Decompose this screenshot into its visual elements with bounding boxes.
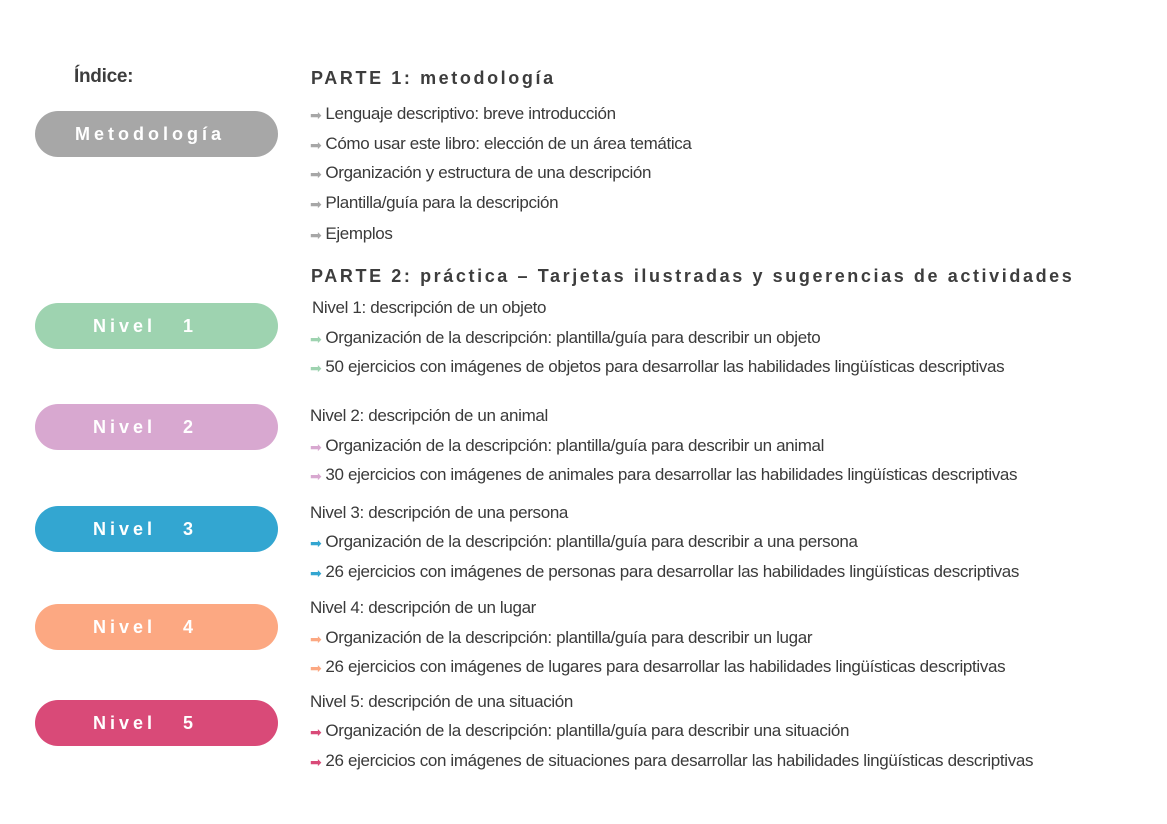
nivel-2-pill[interactable]: [35, 404, 278, 450]
item-text: Organización de la descripción: plantilla/guía para describir un lugar: [325, 628, 813, 647]
level-heading: Nivel 1: descripción de un objeto: [312, 298, 547, 317]
part1-item[interactable]: [310, 134, 692, 154]
arrow-right-icon: ➡: [310, 330, 322, 347]
item-text: Organización de la descripción: plantilla/guía para describir una situación: [325, 721, 850, 740]
arrow-right-icon: ➡: [310, 753, 322, 770]
item-text: 30 ejercicios con imágenes de animales para desarrollar las habilidades lingüísticas descriptivas: [325, 465, 1018, 484]
level-heading: Nivel 2: descripción de un animal: [310, 406, 548, 425]
part1-item[interactable]: [310, 104, 616, 124]
item-text: 50 ejercicios con imágenes de objetos para desarrollar las habilidades lingüísticas descriptivas: [325, 357, 1005, 376]
level-item[interactable]: [310, 628, 812, 648]
level-item[interactable]: [310, 436, 824, 456]
part1-item[interactable]: [310, 224, 393, 244]
pill-label: Nivel 4: [93, 616, 198, 637]
item-text: Cómo usar este libro: elección de un área temática: [325, 134, 692, 153]
arrow-right-icon: ➡: [310, 359, 322, 376]
item-text: Ejemplos: [325, 224, 393, 243]
nivel-4-pill[interactable]: [35, 604, 278, 650]
level-heading: Nivel 5: descripción de una situación: [310, 692, 573, 711]
arrow-right-icon: ➡: [310, 106, 322, 123]
pill-label: Metodología: [75, 123, 225, 144]
item-text: Lenguaje descriptivo: breve introducción: [325, 104, 616, 123]
level-item[interactable]: [310, 465, 1017, 485]
level-item[interactable]: [310, 721, 849, 741]
pill-label: Nivel 5: [93, 712, 198, 733]
item-text: Organización y estructura de una descripción: [325, 163, 652, 182]
nivel-1-pill[interactable]: [35, 303, 278, 349]
pill-label: Nivel 1: [93, 315, 198, 336]
item-text: 26 ejercicios con imágenes de situaciones para desarrollar las habilidades lingüísticas descriptivas: [325, 751, 1034, 770]
item-text: 26 ejercicios con imágenes de lugares para desarrollar las habilidades lingüísticas descriptivas: [325, 657, 1006, 676]
level-item[interactable]: [310, 357, 1004, 377]
arrow-right-icon: ➡: [310, 165, 322, 182]
level-item[interactable]: [310, 562, 1019, 582]
level-item[interactable]: [310, 328, 820, 348]
nivel-3-pill[interactable]: [35, 506, 278, 552]
metodologia-pill[interactable]: [35, 111, 278, 157]
pill-label: Nivel 3: [93, 518, 198, 539]
nivel-5-pill[interactable]: [35, 700, 278, 746]
index-label: Índice:: [74, 66, 134, 87]
part1-title: PARTE 1: metodología: [311, 68, 556, 88]
item-text: Organización de la descripción: plantilla/guía para describir a una persona: [325, 532, 858, 551]
arrow-right-icon: ➡: [310, 226, 322, 243]
arrow-right-icon: ➡: [310, 136, 322, 153]
arrow-right-icon: ➡: [310, 467, 322, 484]
arrow-right-icon: ➡: [310, 659, 322, 676]
part2-title: PARTE 2: práctica – Tarjetas ilustradas y sugerencias de actividades: [311, 266, 1075, 286]
level-item[interactable]: [310, 532, 858, 552]
item-text: Organización de la descripción: plantilla/guía para describir un objeto: [325, 328, 821, 347]
pill-label: Nivel 2: [93, 416, 198, 437]
item-text: Organización de la descripción: plantilla/guía para describir un animal: [325, 436, 825, 455]
arrow-right-icon: ➡: [310, 195, 322, 212]
level-item[interactable]: [310, 657, 1005, 677]
arrow-right-icon: ➡: [310, 534, 322, 551]
level-item[interactable]: [310, 751, 1033, 771]
level-heading: Nivel 4: descripción de un lugar: [310, 598, 536, 617]
arrow-right-icon: ➡: [310, 438, 322, 455]
part1-item[interactable]: [310, 163, 651, 183]
item-text: 26 ejercicios con imágenes de personas para desarrollar las habilidades lingüísticas descriptivas: [325, 562, 1020, 581]
level-heading: Nivel 3: descripción de una persona: [310, 503, 569, 522]
arrow-right-icon: ➡: [310, 630, 322, 647]
arrow-right-icon: ➡: [310, 723, 322, 740]
item-text: Plantilla/guía para la descripción: [325, 193, 559, 212]
part1-item[interactable]: [310, 193, 558, 213]
arrow-right-icon: ➡: [310, 564, 322, 581]
